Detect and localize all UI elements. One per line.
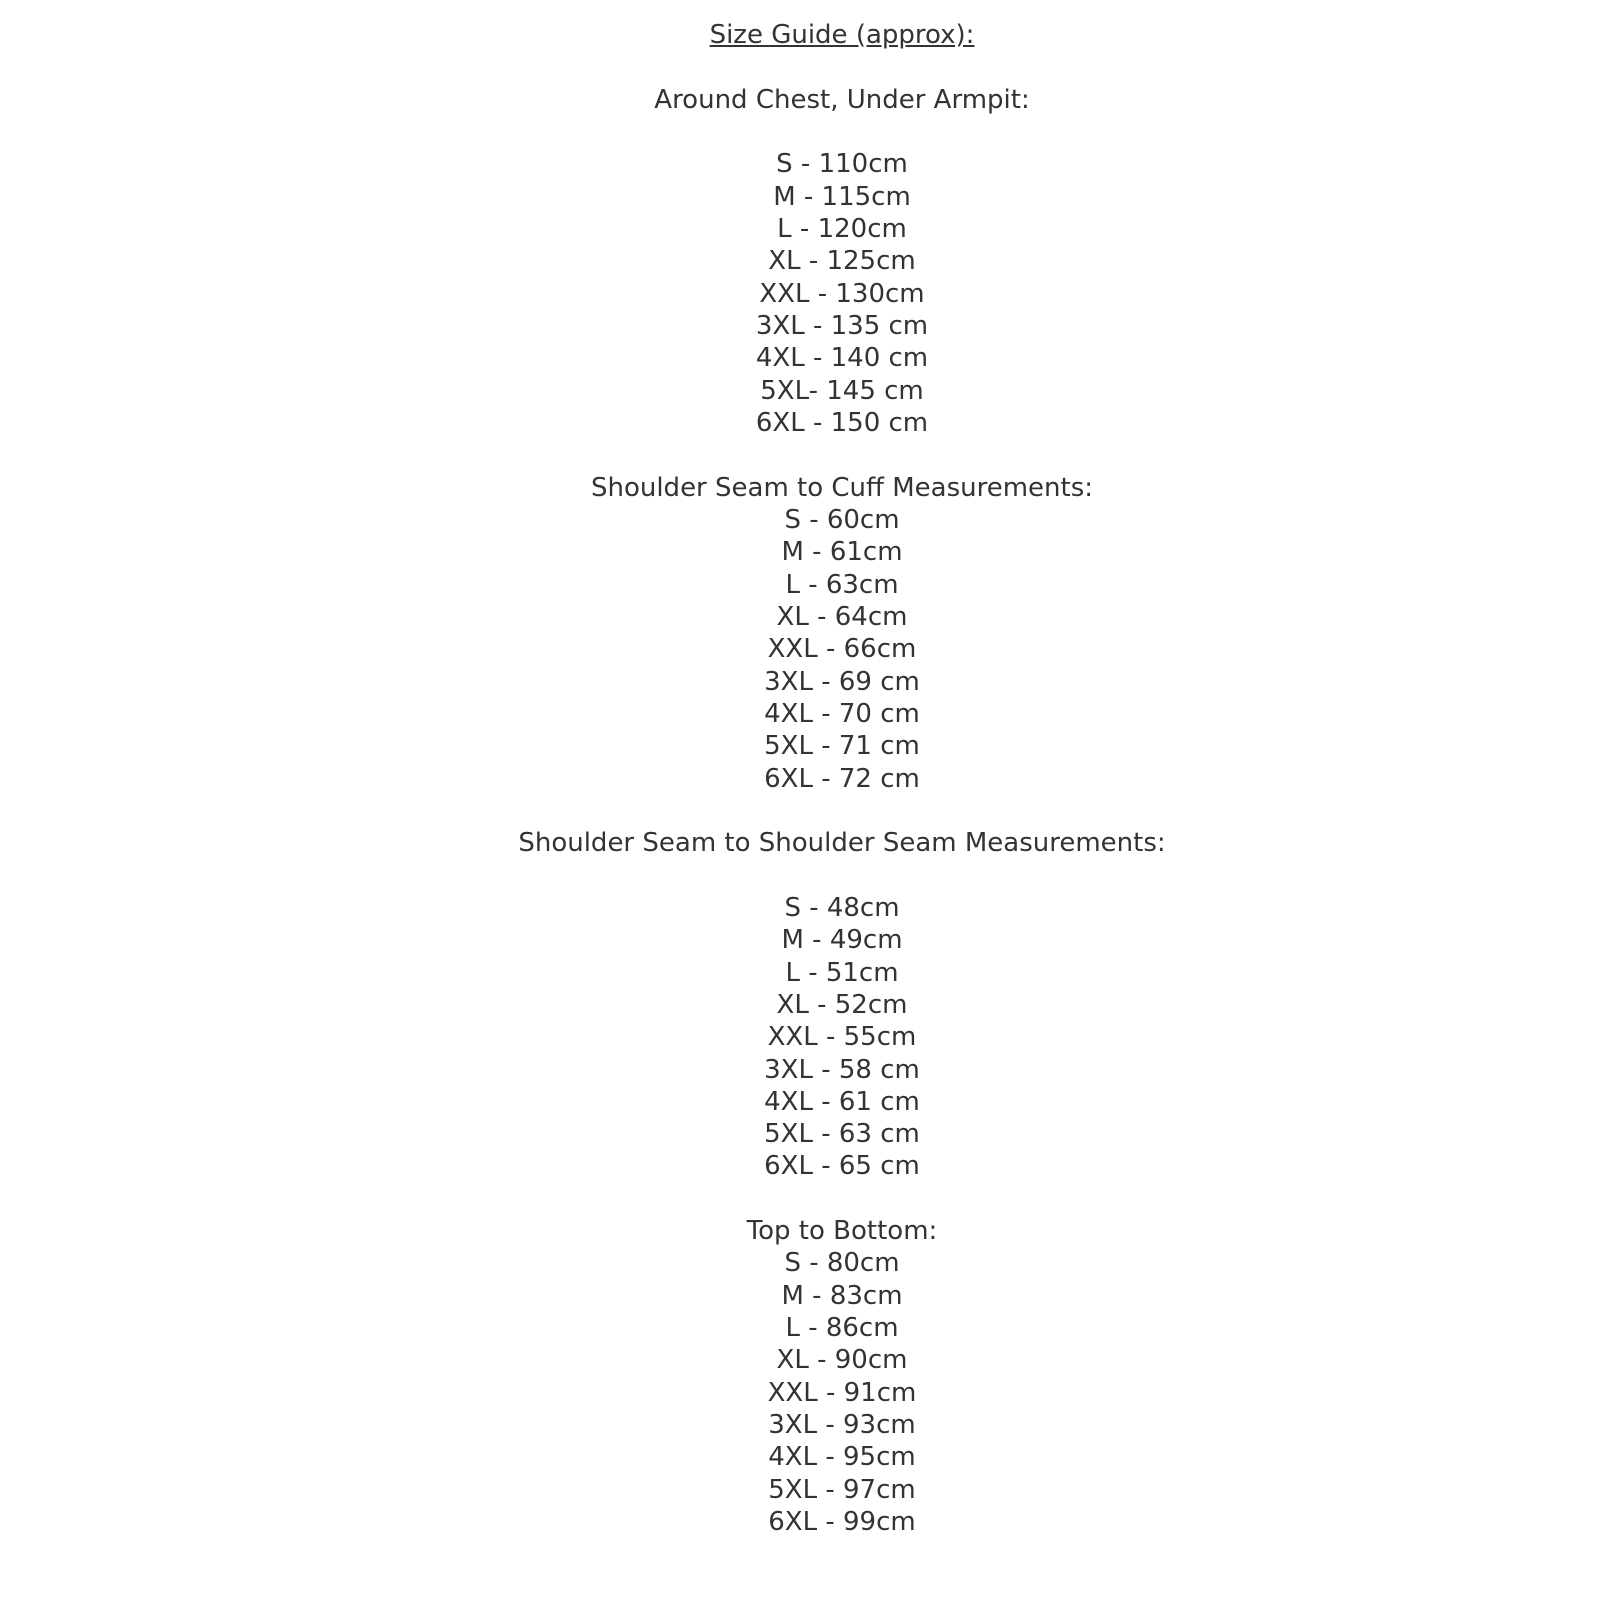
spacer — [84, 860, 1600, 892]
sections-container — [84, 84, 1600, 1539]
spacer — [84, 439, 1600, 471]
size-row: 6XL - 65 cm — [764, 1151, 920, 1182]
section-heading: Shoulder Seam to Shoulder Seam Measurements: — [518, 828, 1166, 859]
spacer — [84, 51, 1600, 83]
size-row: 6XL - 99cm — [768, 1507, 916, 1538]
size-row: 5XL - 71 cm — [764, 731, 920, 762]
size-row: 5XL- 145 cm — [760, 375, 924, 406]
spacer — [84, 795, 1600, 827]
section-heading: Around Chest, Under Armpit: — [654, 84, 1030, 115]
size-row: XXL - 91cm — [767, 1377, 917, 1408]
size-row: XXL - 55cm — [767, 1022, 917, 1053]
size-row: L - 51cm — [785, 957, 899, 988]
section-heading: Top to Bottom: — [746, 1216, 938, 1247]
size-row: L - 86cm — [785, 1313, 899, 1344]
spacer — [84, 116, 1600, 148]
size-row: XL - 52cm — [776, 989, 908, 1020]
size-row: M - 83cm — [781, 1280, 903, 1311]
size-row: XL - 64cm — [776, 601, 908, 632]
size-row: S - 60cm — [784, 504, 900, 535]
size-row: 3XL - 69 cm — [764, 666, 920, 697]
size-row: M - 49cm — [781, 925, 903, 956]
size-row: L - 120cm — [777, 213, 907, 244]
size-row: 4XL - 70 cm — [764, 698, 920, 729]
size-row: S - 110cm — [776, 149, 908, 180]
section-heading: Shoulder Seam to Cuff Measurements: — [590, 472, 1094, 503]
size-row: 4XL - 140 cm — [755, 343, 929, 374]
size-row: S - 48cm — [784, 892, 900, 923]
size-row: XL - 90cm — [776, 1345, 908, 1376]
size-row: 6XL - 72 cm — [764, 763, 920, 794]
size-row: 4XL - 95cm — [768, 1442, 916, 1473]
size-row: 3XL - 93cm — [768, 1410, 916, 1441]
size-row: XXL - 130cm — [759, 278, 925, 309]
size-row: 6XL - 150 cm — [755, 407, 929, 438]
size-row: L - 63cm — [785, 569, 899, 600]
size-row: XL - 125cm — [768, 246, 916, 277]
size-section — [84, 472, 1600, 795]
size-row: 5XL - 63 cm — [764, 1119, 920, 1150]
size-row: XXL - 66cm — [767, 634, 917, 665]
size-row: M - 61cm — [781, 537, 903, 568]
spacer — [84, 1183, 1600, 1215]
size-row: 4XL - 61 cm — [764, 1086, 920, 1117]
size-row: S - 80cm — [784, 1248, 900, 1279]
size-row: 3XL - 58 cm — [764, 1054, 920, 1085]
page-title: Size Guide (approx): — [709, 20, 975, 50]
size-row: M - 115cm — [773, 181, 911, 212]
size-section — [84, 84, 1600, 440]
size-row: 3XL - 135 cm — [755, 310, 929, 341]
size-section — [84, 827, 1600, 1183]
size-row: 5XL - 97cm — [768, 1474, 916, 1505]
size-section — [84, 1215, 1600, 1538]
